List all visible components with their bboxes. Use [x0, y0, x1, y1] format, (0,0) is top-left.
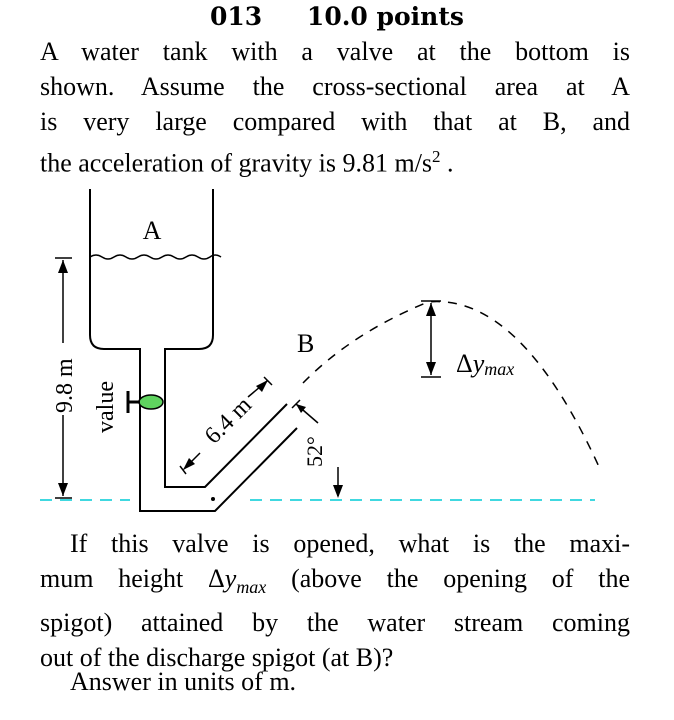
- pipe-length-label: 6.4 m: [199, 392, 257, 450]
- intro-gravity-text: the acceleration of gravity is 9.81 m/s: [40, 148, 433, 178]
- valve-icon[interactable]: [139, 395, 163, 409]
- question-height-text: mum height Δ: [40, 564, 225, 593]
- ymax-arrow-up: [426, 303, 436, 316]
- intro-exponent: 2: [432, 147, 441, 166]
- ymax-sub: max: [484, 359, 515, 379]
- problem-intro: [40, 34, 630, 181]
- height-arrow-up: [58, 260, 68, 273]
- water-trajectory: [303, 302, 600, 469]
- question-height-rest: (above the opening of the: [266, 564, 631, 593]
- question-line: [40, 561, 630, 605]
- pipe-dot: [211, 497, 215, 501]
- intro-period: .: [440, 148, 454, 178]
- question-line: If this valve is opened, what is the maxi-: [70, 529, 630, 558]
- ymax-arrow-down: [426, 362, 436, 375]
- intro-line: is very large compared with that at B, and: [40, 107, 630, 136]
- problem-header: [0, 2, 674, 31]
- height-label: 9.8 m: [52, 358, 78, 413]
- tank-inner-wall: [165, 189, 287, 487]
- angle-label: 52°: [302, 436, 327, 467]
- label-a: A: [142, 216, 162, 245]
- question-line: spigot) attained by the water stream coming: [40, 608, 630, 638]
- angle-arrow-bottom: [333, 485, 343, 498]
- question-sub: max: [236, 577, 267, 598]
- water-surface: [90, 255, 221, 259]
- label-b: B: [297, 329, 315, 358]
- pipe-arrow-high: [256, 380, 268, 392]
- question-text: [40, 526, 630, 675]
- ymax-delta: Δ: [456, 349, 473, 378]
- height-arrow-down: [58, 483, 68, 496]
- problem-points: 10.0 points: [306, 2, 464, 31]
- intro-line: A water tank with a valve at the bottom is: [40, 37, 630, 66]
- answer-units: Answer in units of m.: [70, 667, 297, 696]
- question-line: out of the discharge spigot (at B)?: [40, 643, 394, 673]
- problem-number: 013: [210, 2, 263, 31]
- ymax-var: y: [472, 349, 485, 378]
- intro-line: shown. Assume the cross-sectional area at A: [40, 72, 630, 101]
- tank-diagram: [0, 175, 674, 520]
- question-var: y: [224, 564, 237, 593]
- ymax-label: [456, 349, 514, 379]
- valve-label: value: [93, 381, 119, 433]
